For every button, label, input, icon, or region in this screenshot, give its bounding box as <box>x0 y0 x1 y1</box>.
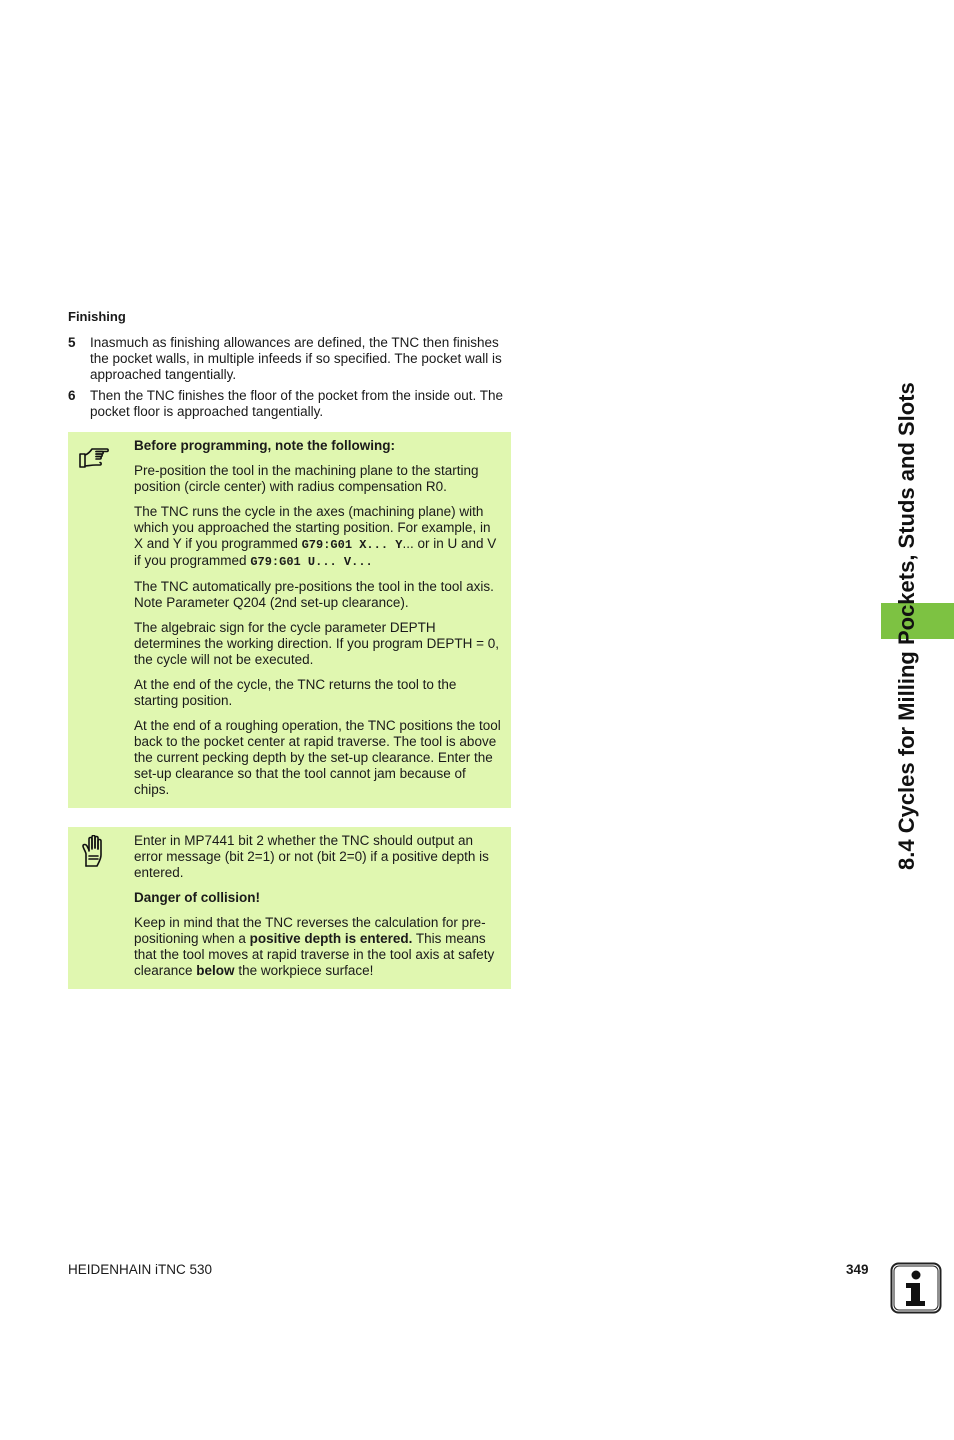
note-paragraph <box>134 504 503 570</box>
note-paragraph <box>134 915 503 979</box>
note-text: Keep in mind that the TNC reverses the calculation for pre-positioning when a <box>134 915 486 946</box>
footer-product: HEIDENHAIN iTNC 530 <box>68 1262 213 1277</box>
note-paragraph: Enter in MP7441 bit 2 whether the TNC should output an error message (bit 2=1) or not (bit 2=0) if a positive depth is entered. <box>134 833 489 880</box>
note-text: This means that the tool moves at rapid traverse in the tool axis at safety clearance <box>134 931 495 978</box>
note-text: ... or in U and V if you programmed <box>134 536 497 568</box>
programming-note-box <box>68 432 511 808</box>
step-text: Then the TNC finishes the floor of the pocket from the inside out. The pocket floor is approached tangentially. <box>90 388 503 419</box>
chapter-title <box>892 382 932 1440</box>
note-title: Before programming, note the following: <box>134 438 395 453</box>
code-snippet: G79:G01 U... V... <box>250 555 373 569</box>
page-number: 349 <box>846 1262 869 1277</box>
note-paragraph: The algebraic sign for the cycle parameter DEPTH determines the working direction. If you program DEPTH = 0, the cycle will not be executed. <box>134 620 500 667</box>
note-paragraph: At the end of the cycle, the TNC returns the tool to the starting position. <box>134 677 457 708</box>
chapter-title-text: 8.4 Cycles for Milling Pockets, Studs and Slots <box>894 382 919 870</box>
note-paragraph: Pre-position the tool in the machining plane to the starting position (circle center) with radius compensation R0. <box>134 463 479 494</box>
note-text: the workpiece surface! <box>234 963 374 978</box>
warning-note-box <box>68 827 511 989</box>
list-item <box>68 335 510 383</box>
info-icon <box>890 1262 942 1314</box>
note-paragraph: At the end of a roughing operation, the TNC positions the tool back to the pocket center at rapid traverse. The tool is above the current pecking depth by the set-up clearance. Enter the set-up clearance so that the tool cannot jam because of chips. <box>134 718 501 797</box>
pointing-hand-icon <box>77 440 111 474</box>
note-emphasis: positive depth is entered. <box>249 931 413 946</box>
raised-hand-icon <box>77 835 111 869</box>
code-snippet: G79:G01 X... Y <box>301 538 403 552</box>
note-title: Danger of collision! <box>134 890 261 905</box>
note-text: The TNC runs the cycle in the axes (machining plane) with which you approached the starting position. For example, in X and Y if you programmed <box>134 504 491 551</box>
section-heading: Finishing <box>68 309 126 324</box>
step-list <box>68 335 510 425</box>
note-emphasis: below <box>196 963 235 978</box>
list-item <box>68 388 510 420</box>
step-text: Inasmuch as finishing allowances are defined, the TNC then finishes the pocket walls, in multiple infeeds if so specified. The pocket wall is approached tangentially. <box>90 335 502 382</box>
step-number: 5 <box>68 335 76 350</box>
note-paragraph: The TNC automatically pre-positions the tool in the tool axis. Note Parameter Q204 (2nd set-up clearance). <box>134 579 494 610</box>
step-number: 6 <box>68 388 76 403</box>
